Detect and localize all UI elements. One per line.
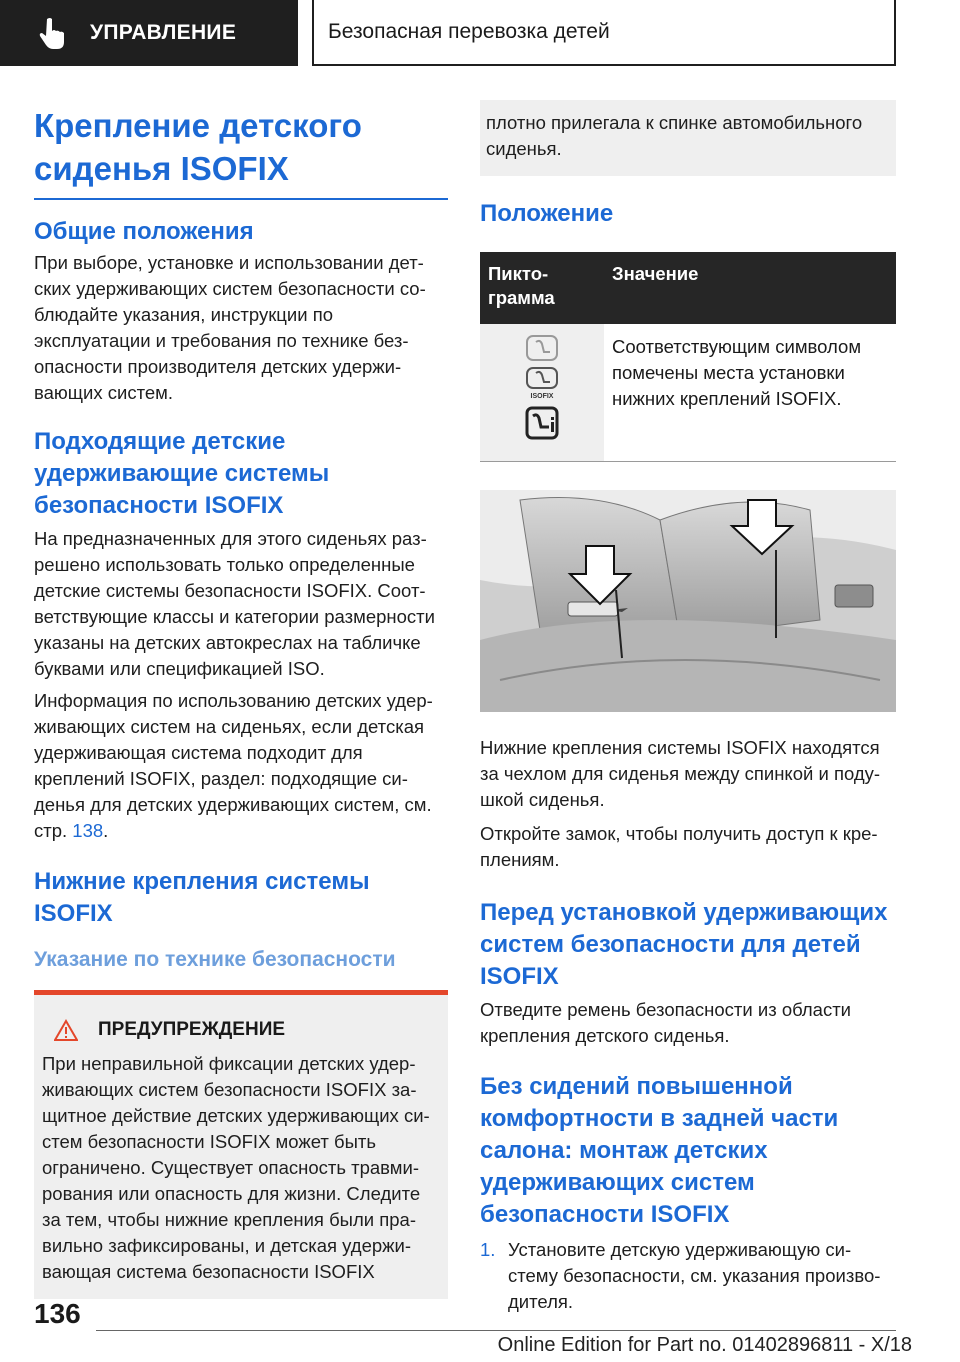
warning-continuation-text: плотно прилегала к спинке автомобильного сиденья. xyxy=(486,112,863,159)
page-title: Крепление детского сиденья ISOFIX xyxy=(34,104,448,200)
suitable-text-2-end: . xyxy=(103,820,109,841)
list-item xyxy=(480,1237,896,1315)
edition-note: Online Edition for Part no. 01402896811 - X/18 xyxy=(497,1334,912,1356)
col-meaning-header: Значение xyxy=(604,252,896,324)
suitable-text-2-body: Информация по использованию детских удер-живающих систем на сиденьях, если детская удерживающая система подходит для креплений ISOFIX, раздел: подходящие си-денья для детских удерживающих систем, см. стр. xyxy=(34,690,433,841)
right-column xyxy=(480,104,896,1315)
pictogram-table xyxy=(480,252,896,462)
general-text: При выборе, установке и использовании дет-ских удерживающих систем безопасности со-блюдайте указания, инструкции по эксплуатации и требования по технике без-опасности производителя детских удержи-вающих систем. xyxy=(34,252,426,403)
chapter-title: Безопасная перевозка детей xyxy=(312,0,896,66)
page-number: 136 xyxy=(34,1298,81,1329)
position-heading: Положение xyxy=(480,200,614,227)
warning-title-row xyxy=(42,1019,434,1041)
isofix-symbols-icon xyxy=(522,334,562,444)
isofix-label: ISOFIX xyxy=(530,393,554,400)
seat-photo xyxy=(480,490,896,717)
warning-continuation xyxy=(480,100,896,176)
suitable-text-2 xyxy=(34,688,448,844)
warning-triangle-icon xyxy=(54,1019,78,1041)
page-link[interactable]: 138 xyxy=(72,820,104,841)
safety-subheading: Указание по технике безопасности xyxy=(34,948,396,971)
col-pictogram-header: Пикто-грамма xyxy=(480,252,604,324)
suitable-heading: Подходящие детские удерживающие системы безопасности ISOFIX xyxy=(34,428,330,519)
before-installation-text: Отведите ремень безопасности из области крепления детского сиденья. xyxy=(480,999,852,1046)
installation-heading: Без сидений повышенной комфортности в задней части салона: монтаж детских удерживающих систем безопасности ISOFIX xyxy=(480,1073,839,1228)
suitable-text-1: На предназначенных для этого сиденьях раз-решено использовать только определенные детские системы безопасности ISOFIX. Соот-ветствующие классы и категории размерности указаны на детских автокреслах на табличке буквами или спецификацией ISO. xyxy=(34,528,435,679)
table-row xyxy=(480,324,896,462)
meaning-cell: Соответствующим символом помечены места установки нижних креплений ISOFIX. xyxy=(604,324,896,462)
section-tab xyxy=(0,0,298,66)
warning-box xyxy=(34,990,448,1299)
section-label: УПРАВЛЕНИЕ xyxy=(90,21,237,44)
table-header-row xyxy=(480,252,896,324)
photo-caption-1: Нижние крепления системы ISOFIX находятся за чехлом для сиденья между спинкой и поду-шкой сиденья. xyxy=(480,737,881,810)
step-number: 1. xyxy=(480,1239,496,1260)
hand-pointer-icon xyxy=(38,16,66,50)
left-column xyxy=(34,104,448,1299)
photo-caption-2: Откройте замок, чтобы получить доступ к кре-плениям. xyxy=(480,823,878,870)
before-installation-heading: Перед установкой удерживающих систем безопасности для детей ISOFIX xyxy=(480,899,888,990)
step-text: Установите детскую удерживающую си-стему безопасности, см. указания произво-дителя. xyxy=(508,1239,881,1312)
warning-text: При неправильной фиксации детских удер-живающих систем безопасности ISOFIX за-щитное действие детских удерживающих си-стем безопасности ISOFIX может быть ограничено. Существует опасность травми-рования или опасность для жизни. Следите за тем, чтобы нижние крепления были пра-вильно зафиксированы, и детская удержи-вающая система безопасности ISOFIX xyxy=(42,1053,430,1282)
warning-title: ПРЕДУПРЕЖДЕНИЕ xyxy=(98,1019,286,1040)
lower-anchors-heading: Нижние крепления системы ISOFIX xyxy=(34,868,370,927)
pictogram-cell xyxy=(480,324,604,462)
general-heading: Общие положения xyxy=(34,218,254,245)
footer-divider xyxy=(96,1330,896,1331)
